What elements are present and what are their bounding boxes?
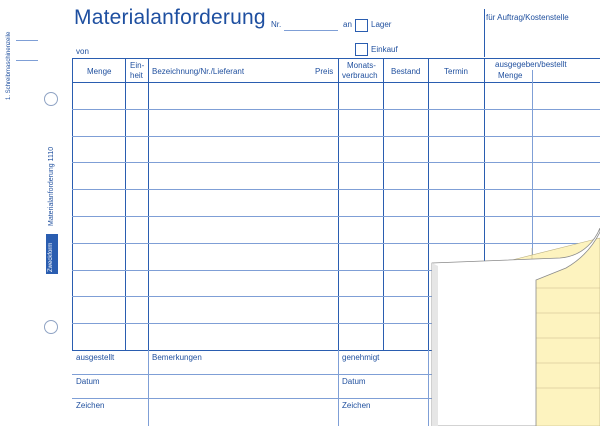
col-header-monats-1: Monats- [347, 61, 376, 70]
col-header-termin: Termin [444, 67, 469, 76]
lager-label: Lager [371, 20, 392, 29]
footer-sep-genehmigt [338, 350, 339, 426]
table-top-border [72, 58, 600, 59]
perforation-mark-top [16, 40, 38, 41]
footer-genehmigt: genehmigt [342, 353, 380, 362]
nr-label: Nr. [271, 20, 282, 29]
punch-hole-bottom [44, 320, 58, 334]
lager-checkbox[interactable] [355, 19, 368, 32]
an-label: an [343, 20, 352, 29]
perforation-label: 1. Schreibmaschinenzeile [6, 31, 12, 100]
form-code-label: Materialanforderung 1110 [48, 146, 55, 226]
col-sep-einheit [125, 58, 126, 350]
einkauf-checkbox[interactable] [355, 43, 368, 56]
footer-zeichen-1: Zeichen [76, 401, 105, 410]
col-header-menge-right: Menge [498, 71, 523, 80]
col-header-monats-2: verbrauch [342, 71, 378, 80]
col-header-preis: Preis [315, 67, 334, 76]
footer-datum-1: Datum [76, 377, 100, 386]
von-label: von [76, 47, 89, 56]
form-title: Materialanforderung [74, 6, 266, 29]
table-row-line [72, 109, 600, 110]
col-sep-bestand [383, 58, 384, 350]
footer-ausgestellt: ausgestellt [76, 353, 115, 362]
perforation-mark-bottom [16, 60, 38, 61]
einkauf-label: Einkauf [371, 45, 398, 54]
table-left-border [72, 58, 73, 350]
table-row-line [72, 136, 600, 137]
col-header-bezeichnung: Bezeichnung/Nr./Lieferant [152, 67, 245, 76]
table-row-line [72, 216, 600, 217]
header-divider [484, 9, 485, 57]
page-curl [420, 228, 600, 426]
nr-field-line[interactable] [284, 30, 338, 31]
col-header-einheit-1: Ein- [130, 61, 145, 70]
col-header-bestand: Bestand [391, 67, 421, 76]
punch-hole-top [44, 92, 58, 106]
brand-logo-text: Zweckform [48, 242, 54, 272]
col-sep-bezeichnung [148, 58, 149, 350]
fold-shadow [432, 263, 438, 426]
table-row-line [72, 162, 600, 163]
col-sep-monats [338, 58, 339, 350]
cost-center-label: für Auftrag/Kostenstelle [486, 13, 569, 22]
footer-bemerkungen: Bemerkungen [152, 353, 202, 362]
col-header-ausgegeben: ausgegeben/bestellt [495, 60, 567, 69]
col-header-menge: Menge [87, 67, 112, 76]
col-header-einheit-2: heit [130, 71, 143, 80]
header-bottom-border [72, 82, 600, 83]
footer-zeichen-2: Zeichen [342, 401, 371, 410]
footer-sep-bemerkungen [148, 350, 149, 426]
footer-datum-2: Datum [342, 377, 366, 386]
table-row-line [72, 189, 600, 190]
